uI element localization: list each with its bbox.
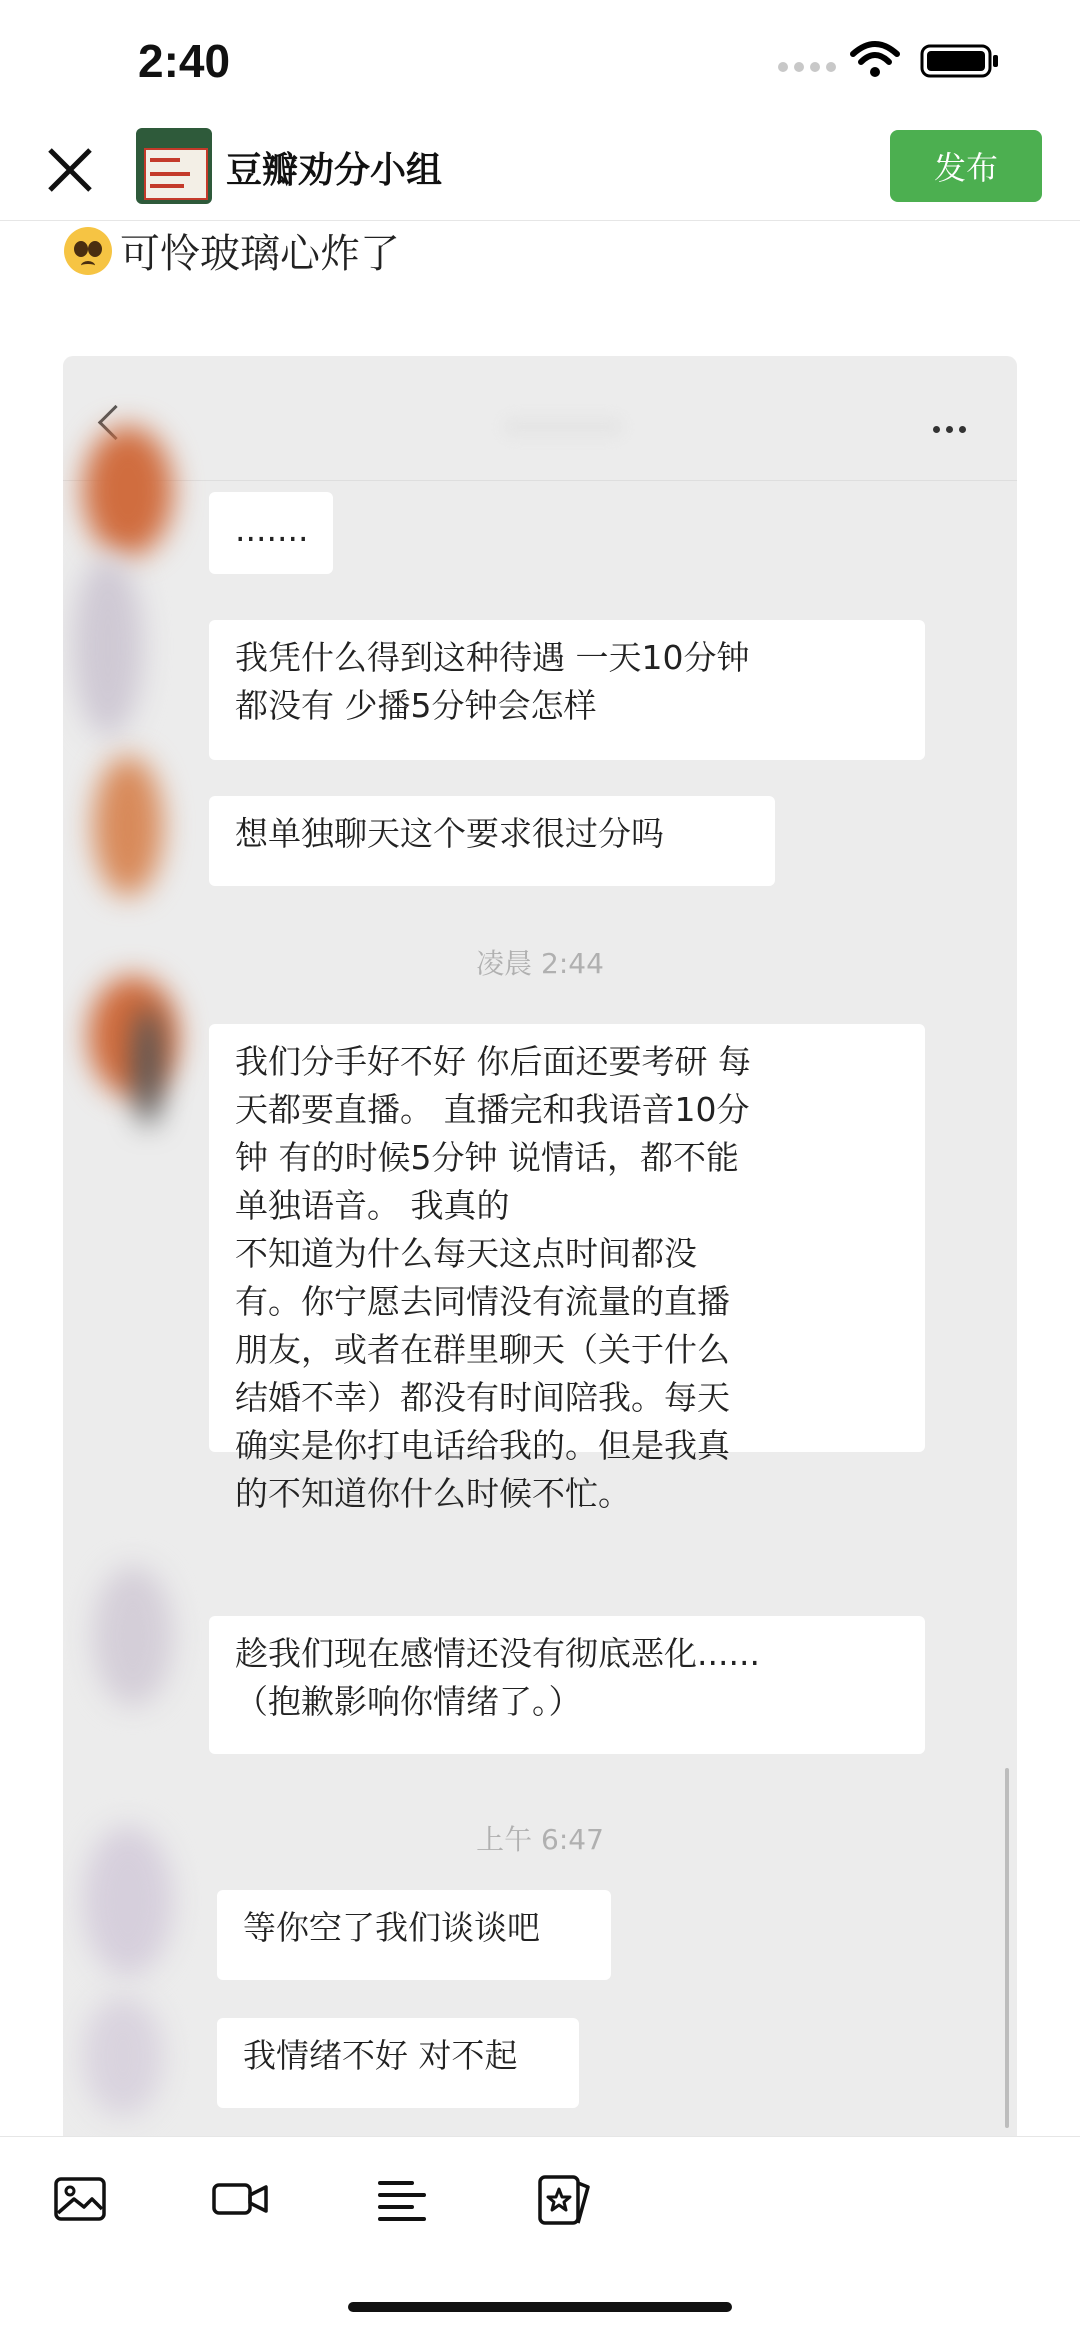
chat-bubble: 我们分手好不好 你后面还要考研 每 天都要直播。 直播完和我语音10分 钟 有的时候5分钟 说情话，都不能 单独语音。 我真的 不知道为什么每天这点时间都没 有。你宁愿去同情没有流量的直播 朋友，或者在群里聊天（关于什么 结婚不幸）都没有时间陪我。每天 确实是你打电话给我的。但是我真 的不知道你什么时候不忙。 — [209, 1024, 925, 1452]
post-header — [0, 120, 1080, 221]
home-indicator — [348, 2302, 732, 2312]
video-icon[interactable] — [210, 2169, 270, 2229]
scrollbar — [1005, 1768, 1009, 2128]
close-icon[interactable] — [40, 140, 100, 200]
cellular-signal-icon — [778, 62, 836, 72]
caption-text: 可怜玻璃心炸了 — [120, 231, 400, 277]
publish-button[interactable]: 发布 — [890, 130, 1042, 202]
pleading-face-emoji — [64, 227, 112, 275]
avatar — [93, 1566, 173, 1706]
text-format-icon[interactable] — [372, 2169, 432, 2229]
post-caption[interactable] — [64, 222, 400, 279]
wifi-icon — [850, 40, 900, 80]
avatar — [93, 756, 163, 896]
chat-bubble: 我情绪不好 对不起 — [217, 2018, 579, 2108]
chat-bubble: 我凭什么得到这种待遇 一天10分钟 都没有 少播5分钟会怎样 — [209, 620, 925, 760]
blurred-contact-name — [503, 416, 623, 438]
editor-toolbar — [0, 2136, 1080, 2267]
chat-topbar — [63, 356, 1017, 481]
battery-icon — [920, 44, 1000, 78]
avatar — [83, 1996, 163, 2116]
chat-bubble: 想单独聊天这个要求很过分吗 — [209, 796, 775, 886]
chat-bubble: 趁我们现在感情还没有彻底恶化...... （抱歉影响你情绪了。） — [209, 1616, 925, 1754]
avatar — [83, 426, 173, 556]
sticker-icon[interactable] — [534, 2169, 594, 2229]
chat-timestamp: 上午 6:47 — [476, 1823, 604, 1856]
chat-timestamp: 凌晨 2:44 — [476, 947, 604, 980]
group-avatar[interactable] — [136, 128, 212, 204]
avatar — [133, 1006, 163, 1126]
attached-chat-screenshot[interactable] — [63, 356, 1017, 2136]
image-icon[interactable] — [50, 2169, 110, 2229]
chat-bubble: 等你空了我们谈谈吧 — [217, 1890, 611, 1980]
status-bar — [0, 0, 1080, 120]
avatar — [73, 556, 143, 736]
status-time: 2:40 — [138, 35, 231, 87]
chat-bubble: ....... — [209, 492, 333, 574]
group-name[interactable]: 豆瓣劝分小组 — [226, 150, 443, 191]
more-icon — [933, 426, 966, 433]
